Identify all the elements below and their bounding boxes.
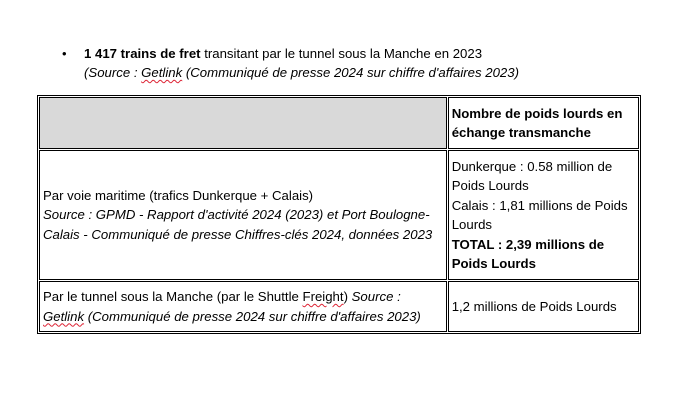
row1-source-text: Source : GPMD - Rapport d'activité 2024 (2023) et Port Boulogne-Calais - Communiqué de presse Chiffres-clés 2024, données 2023 (43, 207, 433, 242)
row2-left-cell[interactable] (39, 281, 447, 332)
row2-source-rest: (Communiqué de presse 2024 sur chiffre d'affaires 2023) (84, 308, 421, 324)
source-prefix: (Source : (84, 65, 142, 80)
source-suffix: (Communiqué de presse 2024 sur chiffre d'affaires 2023) (182, 65, 519, 80)
table-row (39, 150, 639, 280)
row1-left-cell[interactable] (39, 150, 447, 280)
bullet-text[interactable] (84, 44, 482, 63)
table-row (39, 281, 639, 332)
row1-right-cell[interactable] (448, 150, 639, 280)
data-table (37, 95, 641, 334)
header-cell-right[interactable]: Nombre de poids lourds en échange transmanche (448, 97, 639, 149)
row1-total-text: TOTAL : 2,39 millions de Poids Lourds (451, 236, 605, 271)
source-link: Getlink (141, 65, 183, 80)
header-cell-empty[interactable] (39, 97, 447, 149)
row2-prefix: Par le tunnel sous la Manche (par le Shuttle (43, 289, 303, 304)
bullet-rest-text: transitant par le tunnel sous la Manche en 2023 (200, 46, 483, 61)
row2-right-cell[interactable]: 1,2 millions de Poids Lourds (448, 281, 639, 332)
bullet-bold-text: 1 417 trains de fret (84, 46, 201, 61)
row2-source-prefix: Source : (351, 289, 401, 304)
bullet-item (62, 44, 662, 63)
row1-calais-text: Calais : 1,81 millions de Poids Lourds (451, 197, 628, 232)
bullet-source-line[interactable] (84, 63, 662, 82)
row1-dunkerque-text: Dunkerque : 0.58 million de Poids Lourds (451, 158, 613, 193)
table-header-row (39, 97, 639, 149)
row2-mid: ) (343, 289, 352, 304)
row2-source-link: Getlink (43, 308, 85, 324)
row1-main-text: Par voie maritime (trafics Dunkerque + Calais) (43, 187, 314, 203)
row2-freight: Freight (302, 289, 344, 304)
bullet-marker: • (62, 46, 67, 61)
bullet-block (62, 44, 662, 82)
